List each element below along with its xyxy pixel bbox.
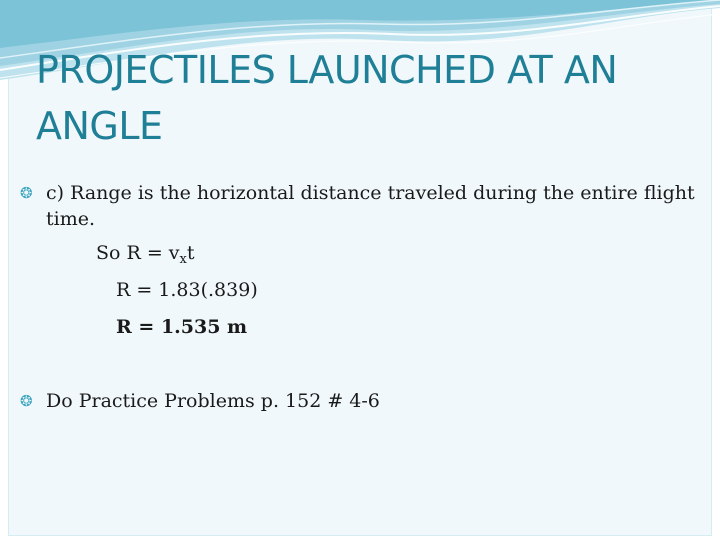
equation-subscript: x bbox=[179, 252, 187, 267]
sun-ray-bullet-icon: ❂ bbox=[20, 392, 33, 410]
slide-title: PROJECTILES LAUNCHED AT AN ANGLE bbox=[36, 48, 618, 148]
sun-ray-bullet-icon: ❂ bbox=[20, 184, 33, 202]
slide-content bbox=[16, 180, 696, 414]
bullet-text: Do Practice Problems p. 152 # 4-6 bbox=[46, 390, 380, 412]
equation-suffix: t bbox=[186, 242, 195, 264]
equation-substitution: R = 1.83(.839) bbox=[116, 279, 258, 301]
equation-prefix: So R = v bbox=[96, 242, 180, 264]
bullet-text: c) Range is the horizontal distance traveled during the entire flight time. bbox=[46, 182, 695, 230]
bullet-range-definition bbox=[16, 180, 696, 232]
equation-result: R = 1.535 m bbox=[116, 316, 248, 338]
equation-range-formula bbox=[16, 235, 696, 272]
bullet-practice-problems bbox=[16, 388, 696, 414]
